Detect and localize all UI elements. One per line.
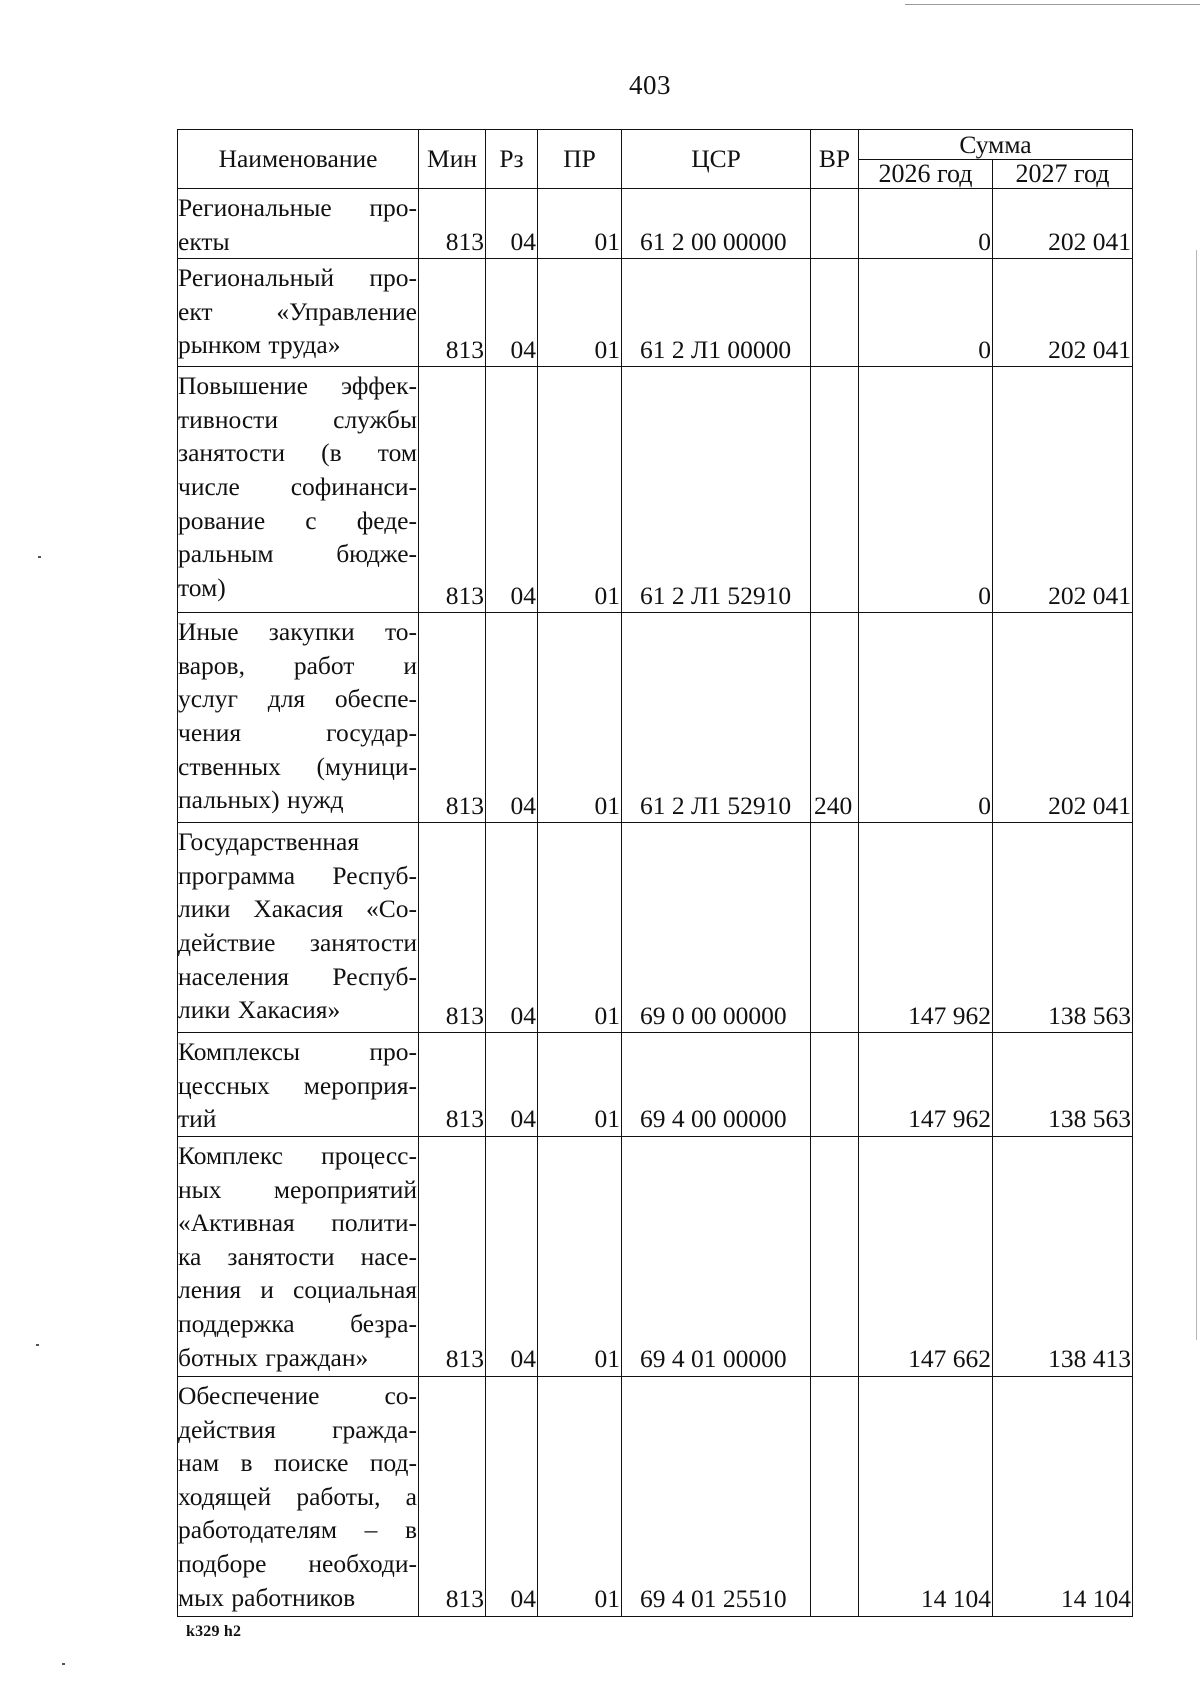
cell-name-line: нам в поиске под- <box>178 1448 417 1478</box>
cell-pr: 01 <box>538 367 622 613</box>
cell-sum-2027: 202 041 <box>993 259 1133 367</box>
cell-csr: 61 2 00 00000 <box>622 189 811 259</box>
cell-name-line: ных мероприятий <box>178 1174 417 1204</box>
cell-name-line: Повышение эффек- <box>178 371 417 401</box>
cell-name-line: Государственная <box>178 827 360 857</box>
header-sum: Сумма <box>859 130 1133 160</box>
cell-rz: 04 <box>486 367 538 613</box>
cell-csr: 69 4 01 25510 <box>622 1376 811 1616</box>
cell-pr: 01 <box>538 823 622 1033</box>
cell-name-line: занятости (в том <box>178 438 417 468</box>
cell-vr <box>811 1376 859 1616</box>
header-min: Мин <box>419 130 486 189</box>
table-row <box>178 367 1133 613</box>
cell-rz: 04 <box>486 613 538 823</box>
cell-sum-2027: 138 563 <box>993 1033 1133 1137</box>
header-year-2026: 2026 год <box>859 160 993 189</box>
table-row <box>178 823 1133 1033</box>
scan-speck <box>38 556 41 558</box>
cell-vr: 240 <box>811 613 859 823</box>
cell-name <box>178 1136 419 1376</box>
cell-sum-2026: 147 962 <box>859 1033 993 1137</box>
cell-csr: 61 2 Л1 00000 <box>622 259 811 367</box>
cell-name-line: рование с феде- <box>178 505 417 535</box>
cell-sum-2027: 202 041 <box>993 189 1133 259</box>
header-rz: Рз <box>486 130 538 189</box>
cell-name-line: работодателям – в <box>178 1515 417 1545</box>
cell-name-line: поддержка безра- <box>178 1308 417 1338</box>
cell-rz: 04 <box>486 1376 538 1616</box>
cell-min: 813 <box>419 189 486 259</box>
cell-name-line: «Активная полити- <box>178 1208 417 1238</box>
cell-sum-2026: 0 <box>859 367 993 613</box>
cell-sum-2026: 147 962 <box>859 823 993 1033</box>
cell-name-line: Комплексы про- <box>178 1037 417 1067</box>
cell-name-line: чения государ- <box>178 717 417 747</box>
cell-name-line: Комплекс процесс- <box>178 1140 417 1170</box>
cell-sum-2026: 0 <box>859 613 993 823</box>
cell-pr: 01 <box>538 1376 622 1616</box>
cell-csr: 61 2 Л1 52910 <box>622 613 811 823</box>
cell-pr: 01 <box>538 613 622 823</box>
table-body <box>178 189 1133 1617</box>
cell-csr: 69 0 00 00000 <box>622 823 811 1033</box>
cell-name-line: числе софинанси- <box>178 471 417 501</box>
header-row <box>178 130 1133 160</box>
cell-min: 813 <box>419 823 486 1033</box>
table-row <box>178 189 1133 259</box>
cell-name-line: тий <box>178 1104 217 1134</box>
table-row <box>178 1136 1133 1376</box>
cell-min: 813 <box>419 259 486 367</box>
cell-name-line: варов, работ и <box>178 650 417 680</box>
cell-name <box>178 1376 419 1616</box>
cell-name-line: Иные закупки то- <box>178 617 417 647</box>
cell-name-line: ления и социальная <box>178 1275 417 1305</box>
header-year-2027: 2027 год <box>993 160 1133 189</box>
header-csr: ЦСР <box>622 130 811 189</box>
cell-min: 813 <box>419 367 486 613</box>
cell-rz: 04 <box>486 1136 538 1376</box>
cell-name-line: рынком труда» <box>178 330 341 360</box>
cell-vr <box>811 189 859 259</box>
cell-vr <box>811 823 859 1033</box>
cell-name-line: ственных (муници- <box>178 751 417 781</box>
scan-edge-line-right <box>1196 250 1197 1340</box>
header-pr: ПР <box>538 130 622 189</box>
cell-name <box>178 259 419 367</box>
cell-pr: 01 <box>538 259 622 367</box>
cell-vr <box>811 367 859 613</box>
cell-name-line: подборе необходи- <box>178 1548 417 1578</box>
cell-name-line: программа Респуб- <box>178 860 417 890</box>
cell-rz: 04 <box>486 189 538 259</box>
cell-name-line: мых работников <box>178 1582 356 1612</box>
cell-name-line: действия гражда- <box>178 1414 417 1444</box>
cell-name <box>178 367 419 613</box>
cell-name-line: пальных) нужд <box>178 785 344 815</box>
cell-min: 813 <box>419 1136 486 1376</box>
scan-speck <box>36 1344 39 1346</box>
page-number: 403 <box>629 70 671 100</box>
cell-csr: 69 4 01 00000 <box>622 1136 811 1376</box>
table-row <box>178 1376 1133 1616</box>
scan-speck <box>62 1663 65 1665</box>
cell-name-line: Обеспечение со- <box>178 1380 417 1410</box>
cell-csr: 61 2 Л1 52910 <box>622 367 811 613</box>
budget-table <box>177 129 1133 1617</box>
table-row <box>178 1033 1133 1137</box>
cell-name-line: ка занятости насе- <box>178 1241 417 1271</box>
cell-name-line: тивности службы <box>178 404 417 434</box>
cell-name <box>178 613 419 823</box>
cell-min: 813 <box>419 1033 486 1137</box>
cell-name-line: ральным бюдже- <box>178 539 417 569</box>
cell-pr: 01 <box>538 1136 622 1376</box>
header-name: Наименование <box>178 130 419 189</box>
cell-name-line: лики Хакасия» <box>178 995 341 1025</box>
cell-name-line: ботных граждан» <box>178 1342 369 1372</box>
cell-name-line: том) <box>178 572 226 602</box>
cell-name-line: действие занятости <box>178 927 417 957</box>
cell-sum-2027: 138 413 <box>993 1136 1133 1376</box>
cell-name-line: ект «Управление <box>178 296 417 326</box>
cell-name-line: цессных мероприя- <box>178 1070 417 1100</box>
header-vr: ВР <box>811 130 859 189</box>
cell-min: 813 <box>419 1376 486 1616</box>
cell-name <box>178 823 419 1033</box>
cell-name-line: населения Респуб- <box>178 961 417 991</box>
cell-name-line: услуг для обеспе- <box>178 684 417 714</box>
cell-vr <box>811 1136 859 1376</box>
cell-pr: 01 <box>538 189 622 259</box>
cell-name-line: ходящей работы, а <box>178 1481 417 1511</box>
cell-min: 813 <box>419 613 486 823</box>
cell-sum-2026: 14 104 <box>859 1376 993 1616</box>
cell-sum-2026: 147 662 <box>859 1136 993 1376</box>
cell-sum-2026: 0 <box>859 189 993 259</box>
cell-sum-2027: 202 041 <box>993 613 1133 823</box>
cell-sum-2027: 14 104 <box>993 1376 1133 1616</box>
cell-sum-2027: 202 041 <box>993 367 1133 613</box>
cell-pr: 01 <box>538 1033 622 1137</box>
cell-rz: 04 <box>486 259 538 367</box>
cell-name-line: Региональный про- <box>178 263 417 293</box>
cell-rz: 04 <box>486 823 538 1033</box>
cell-rz: 04 <box>486 1033 538 1137</box>
scan-edge-line <box>905 4 1200 5</box>
cell-vr <box>811 259 859 367</box>
cell-csr: 69 4 00 00000 <box>622 1033 811 1137</box>
footer-code: k329 h2 <box>186 1623 242 1640</box>
cell-name <box>178 1033 419 1137</box>
table-row <box>178 613 1133 823</box>
cell-name-line: лики Хакасия «Со- <box>178 894 417 924</box>
cell-sum-2027: 138 563 <box>993 823 1133 1033</box>
cell-name-line: екты <box>178 226 230 256</box>
cell-name-line: Региональные про- <box>178 193 417 222</box>
cell-sum-2026: 0 <box>859 259 993 367</box>
cell-name <box>178 189 419 259</box>
cell-vr <box>811 1033 859 1137</box>
table-row <box>178 259 1133 367</box>
